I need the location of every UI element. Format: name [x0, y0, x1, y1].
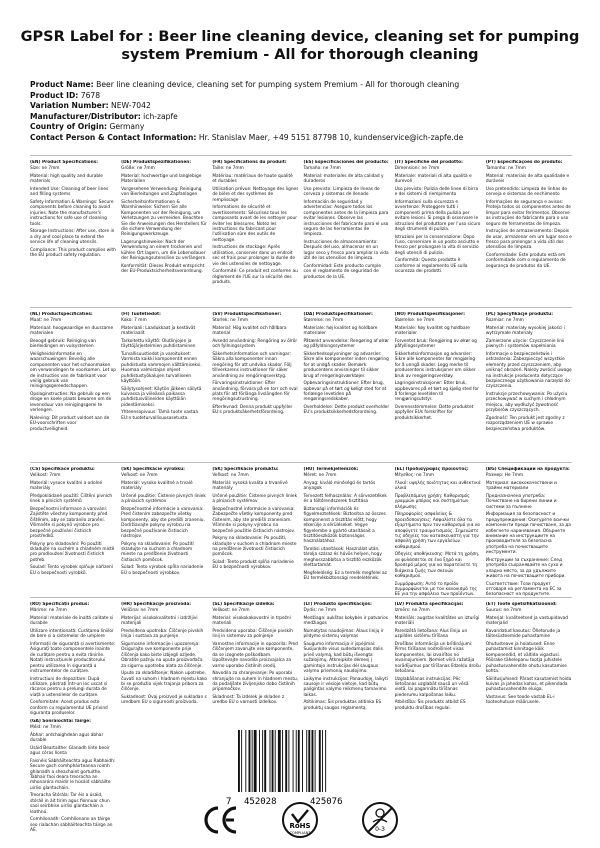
section-size: Suurus: ne 7mm	[485, 608, 522, 614]
section-paragraph: Förvaringsinstruktioner: Efter användning, förvara på en torr och sval plats för att förlänga livslängden för rengöringsutrustning.	[212, 381, 298, 403]
section-heading: (SV) Produktspecifikationer:	[212, 312, 282, 317]
section-paragraph: Lagringsinstruksjoner: Etter bruk, oppbevares på et tørt og kjølig sted for å forlenge levetiden til rengjøringsutstyr.	[394, 381, 479, 403]
section-paragraph: Uso pretendido: Limpeza de linhas de cerveja e sistemas de enchimento	[485, 187, 567, 198]
section-paragraph: Zamierzone użycie: Czyszczenie linii piwnych i systemów napełniania	[485, 339, 565, 350]
section-paragraph: Turvallisuustiedot ja varoitukset: Varmista kaikki komponentit ennen puhdistusta vammojen välttämiseksi. Huomaa valmistajan ohjeet puhdistustyökalujen turvalliseen käyttöön.	[121, 352, 202, 385]
rohs-icon	[280, 800, 320, 840]
section-paragraph: Påtænkt anvendelse: Rengøring af ølrør og påfyldningssystemer	[303, 339, 389, 350]
section-paragraph: Laikymo instrukcijos: Panaudoję, laikyti sausoje ir vėsioje vietoje, kad būtų pailgintas valymo reikmenų tarnavimo laikas.	[303, 676, 388, 698]
section-heading: (SK) Špecifikácie produktu:	[212, 467, 279, 472]
section-paragraph: Určené použitie: Čistenie pivných liniek a plniacich systémov	[212, 494, 298, 505]
section-paragraph: Uzglabāšanas instrukcijas: Pēc lietošanas uzglabāt sausā un vēsā vietā, lai pagarinātu tīrīšanas piederumu kalpošanas laiku.	[394, 676, 469, 698]
barcode-bar	[262, 730, 263, 792]
section-paragraph: Forventet bruk: Rengjøring av ølrør og påfyllingssystemer	[394, 339, 477, 350]
section-size: Tamaño: ne 7mm	[303, 166, 341, 172]
section-paragraph: Istruzioni per la conservazione: Dopo l'uso, conservare in un posto asciutto e fresco per prolungare la vita di servizio degli utensili di pulizia.	[394, 234, 480, 256]
rohs-sub-label: COMPLIANT	[289, 831, 311, 835]
language-section	[395, 160, 481, 288]
section-paragraph: Vastavus: See toode vastab EL-i tooteohutuse määrusele.	[485, 695, 555, 706]
section-paragraph: Ábhar: ardchaighdeán agus ábhar durable	[30, 732, 104, 744]
section-paragraph: Bezpečnostné informácie a varovania: Pred čistením zabezpečte všetky komponenty, aby ste predišli zraneniu. Dodržiavajte pokyny výrobcu na bezpečné používanie čistiacich nástrojov.	[121, 507, 205, 540]
language-section	[486, 467, 572, 600]
section-heading: (NL) Productspecificaties:	[30, 312, 93, 317]
section-paragraph: Instrucciones de almacenamiento: Después del uso, almacenar en un lugar seco y fresco para ampliar la vida útil de los utensilios de limpieza.	[303, 240, 389, 262]
barcode-bar	[312, 730, 314, 792]
section-size: Размер: Не 7mm	[485, 473, 524, 479]
section-paragraph: Saugumo informacija ir įspėjimai: Susijunkite visus sudedamąsias dalis prieš valymą, kad būtų išvengta sužalojimų. Atkreipkite dėmesį į gamintojo instrukcijas dėl saugaus valymo priemonių naudojimo.	[303, 642, 383, 675]
section-paragraph: Veiligheidsinformatie en waarschuwingen: Beveilig alle componenten voor het schoonmaken om verwondingen te voorkomen. Let op de instructies van de fabrikant voor veilig gebruik van reinigingsgereedschappen.	[30, 352, 116, 390]
language-section	[303, 602, 389, 719]
section-heading: (ET) Toote spetsifikatsioonid:	[485, 602, 557, 607]
section-heading: (GA) Sonraíochtaí Táirge:	[30, 718, 91, 724]
section-heading: (EL) Προδιαγραφές προϊόντος:	[394, 467, 469, 472]
section-heading: (SL) Specifikacije izdelka:	[212, 602, 275, 607]
product-meta	[30, 80, 590, 143]
language-section	[303, 160, 389, 288]
section-paragraph: Materiał: materiały wysokiej jakości i wytrzymałe materiały	[485, 326, 565, 337]
language-section	[30, 467, 116, 600]
section-heading: (NO) Produktspesifikasjoner:	[394, 312, 465, 317]
section-size: Rozmiar: ne 7mm	[485, 318, 524, 324]
section-paragraph: Instructions de stockage: Après utilisation, conserver dans un endroit sec et frais pour prolonger la durée de vie des ustensiles de nettoyage.	[212, 245, 295, 267]
section-paragraph: Instrucțiuni de depozitare: După utilizare, păstrați într-un loc uscat și răcoros pentru a prelungi durata de viață a ustensilelor de curățare.	[30, 676, 108, 698]
section-paragraph: Intended Use: Cleaning of beer lines and filling systems	[30, 187, 109, 198]
section-paragraph: Οδηγίες αποθήκευσης: Μετά τη χρήση, να φυλάσσεται σε ένα ξηρό και δροσερό μέρος για να παρατείνετε τη διάρκεια ζωής των σκευών καθαρισμού.	[394, 552, 480, 580]
section-paragraph: Sikkerhedsoplysninger og advarsler: Sikre alle komponenter inden rengøring for at undgå skader. Bemærk producentens anvisninger til sikker brug af rengøringsværktøjer.	[303, 352, 389, 379]
meta-manufacturer: Manufacturer/Distributor: ich-zapfe	[30, 111, 178, 121]
section-paragraph: Matériau: matériaux de haute qualité et durables	[212, 174, 293, 185]
section-paragraph: Material: Hög kvalitet och hållbara material	[212, 326, 287, 337]
section-paragraph: Predviđena upotreba: Čišćenje pivskih linija i sustava za punjenje	[121, 629, 204, 640]
language-section	[303, 312, 389, 434]
language-section	[486, 312, 572, 434]
section-heading: (DA) Produktspecifikationer:	[303, 312, 373, 317]
barcode-bar	[272, 730, 274, 792]
section-paragraph: Bezpečnostné informácie a varovania: Zabezpečte všetky komponenty pred čistením, aby ste predišli zraneniam. Všimnite si pokyny výrobcu na bezpečné použitie čistiacich nástrojov.	[212, 507, 296, 534]
section-heading: (PL) Specyfikacje produktu:	[485, 312, 553, 317]
section-paragraph: Instrukcje przechowywania: Po użyciu przechowywać w suchym i chłodnym miejscu, aby wydłużyć żywotność przyborów czyszczących.	[485, 392, 568, 414]
language-section	[395, 312, 481, 434]
barcode-bar	[315, 730, 316, 792]
language-section	[486, 160, 572, 288]
section-size: Mărime: ne 7mm	[30, 608, 67, 614]
barcode-bar	[252, 730, 253, 792]
language-section	[212, 312, 298, 434]
section-heading: (LV) Produkta specifikācijas:	[394, 602, 464, 607]
section-paragraph: Megfelelőség: Ez a termék megfelel az EU termékbiztonsági rendeletének.	[303, 570, 387, 582]
section-paragraph: Beoogd gebruik: Reiniging van bierleidingen en vulsystemen	[30, 339, 96, 350]
section-heading: (BG) Спецификации на продукта:	[485, 467, 570, 472]
section-size: Size: ne 7mm	[30, 166, 60, 172]
section-paragraph: Ohutusteave ja hoiatused: Enne puhastamist kinnitage kõik komponendid, et vältida vigastusi. Pöörake tähelepanu tootja juhistele puhastusvahendite ohutu kasutamise kohta.	[485, 642, 567, 675]
section-paragraph: Utilizare intenționată: Curățarea liniilor de bere și a sistemelor de umplere	[30, 629, 114, 640]
barcode-bar	[238, 730, 240, 792]
section-paragraph: Informazioni sulla sicurezza e avvertenze: Proteggere tutti i componenti prima della pulizia per evitare lesioni. Si prega di osservare le istruzioni del produttore per l'uso sicuro degli strumenti di pulizia.	[394, 200, 481, 233]
section-paragraph: Uso previsto: Limpieza de líneas de cerveza y sistemas de llenado	[303, 187, 380, 198]
section-size: Dydis: ne 7mm	[303, 608, 337, 614]
language-section	[303, 467, 389, 600]
section-paragraph: Materiāls: augstas kvalitātes un izturīgi materiāli	[394, 616, 480, 627]
section-paragraph: Informações de segurança e avisos: Proteja todos os componentes antes de limpar para evitar ferimentos. Observe as instruções do fabricante para o uso seguro de ferramentas de limpeza.	[485, 200, 571, 227]
child-warning-icon	[360, 800, 400, 840]
section-paragraph: Conformité: Ce produit est conforme au règlement de l'UE sur la sécurité des produits.	[212, 269, 298, 286]
section-paragraph: Naleving: Dit product voldoet aan de EU-voorschriften voor productveiligheid.	[30, 415, 110, 432]
section-paragraph: Faisnéis Sábháilteachta agus Rabhaidh: Secure gach comhpháirteanna roimh ghlanadh a sheachaint gortuithe. Tabhair faoi deara treoracha an mhonaróra maidir le húsáid sábháilte uirlisí glantacháin.	[30, 758, 116, 791]
barcode-bar	[282, 730, 283, 792]
barcode	[226, 730, 368, 806]
section-paragraph: Инструкции за съхранение: След употреба съхранявайте на сухо и хладно място, за да удължите живота на почистващите прибори.	[485, 557, 566, 580]
section-paragraph: Informații de siguranță și avertismente: Asigurați toate componentele înainte de curățare pentru a evita rănirile. Notați instrucțiunile producătorului pentru utilizarea în siguranță a instrumentelor de curățare.	[30, 642, 116, 675]
section-paragraph: Materijal: visokokvalitetni i izdržljivi materijali	[121, 616, 198, 627]
section-heading: (RO) Specificații produs:	[30, 602, 90, 607]
section-paragraph: Предназначена употреба: Почистване на бирени линии и системи за пълнене	[485, 494, 557, 510]
section-paragraph: Informacje o bezpieczeństwie i ostrzeżenia: Zabezpieczyć wszystkie elementy przed czyszczeniem, aby uniknąć obrażeń. Należy zwrócić uwagę na instrukcje producenta dotyczące bezpiecznego użytkowania narzędzi do czyszczenia.	[485, 352, 572, 390]
barcode-digits-left: 452028	[244, 797, 277, 806]
language-section	[30, 312, 116, 434]
section-paragraph: Tarkoitettu käyttö: Olutlinjojen ja täyttöjärjestelmien puhdistaminen	[121, 339, 196, 350]
section-size: Taille: ne 7mm	[212, 166, 244, 172]
section-paragraph: Προβλεπόμενη χρήση: Καθαρισμός γραμμών μπύρας και συστημάτων πλήρωσης	[394, 494, 470, 510]
language-section	[121, 160, 207, 288]
section-divider	[30, 597, 572, 598]
section-paragraph: Compliance: This product complies with the EU product safety regulation.	[30, 247, 116, 259]
section-paragraph: Conformità: Questo prodotto è conforme al regolamento UE sulla sicurezza dei prodotti.	[394, 258, 468, 275]
barcode-bar	[249, 730, 251, 792]
section-paragraph: Material: materiais de alta qualidade e duráveis	[485, 174, 570, 185]
section-paragraph: Materiál: vysoká kvalita a trvanlivé materiály	[212, 481, 288, 492]
section-heading: (DE) Produktspezifikationen:	[121, 160, 192, 165]
section-paragraph: Sukladnost: Ovaj proizvod je sukladan s uredbom EU o sigurnosti proizvoda.	[121, 695, 207, 706]
section-paragraph: Určené použitie: Čistenie pivných liniek a plniacich systémov	[121, 494, 206, 505]
section-paragraph: Treoracha Stórála: Tar éis a úsáid, stóráil in áit tirim agus fionnuar chun saol seirbhíse uirlisí glantacháin a leathnú.	[30, 793, 110, 815]
language-section	[30, 160, 116, 288]
language-row	[30, 467, 572, 600]
barcode-bar	[319, 730, 321, 792]
barcode-bar	[278, 730, 281, 792]
section-paragraph: Avsedd användning: Rengöring av ölrör och fyllningssystem	[212, 339, 298, 350]
meta-variation-number: Variation Number: NEW-7042	[30, 101, 151, 110]
section-size: Veľkosť: ne 7mm	[121, 473, 158, 479]
section-paragraph: Biztonsági információk és figyelmeztetések: Biztosítsa az összes komponenst a tisztítás előtt, hogy elkerülje a sérüléseket. Vegye figyelembe a gyártó utasításait a tisztítóeszközök biztonságos használatához.	[303, 507, 386, 545]
section-divider	[30, 155, 572, 156]
section-paragraph: Konformität: Dieses Produkt entspricht der EU-Produktsicherheitsverordnung.	[121, 263, 205, 275]
section-paragraph: Materiál: vysoce kvalitní a odolné materiály	[30, 481, 103, 492]
section-paragraph: Overensstemmelse: Dette produktet oppfyller EUs forskrifter for produktsikkerhet.	[394, 405, 474, 421]
barcode-bar	[302, 730, 303, 792]
language-section	[30, 602, 116, 719]
barcode-bar	[264, 730, 266, 792]
barcode-bar	[275, 730, 276, 792]
ce-mark-icon	[200, 800, 240, 840]
section-size: Maat: ne 7mm	[30, 318, 62, 324]
section-paragraph: Materiale: høj kvalitet og holdbare materialer	[303, 326, 378, 337]
language-section	[395, 467, 481, 600]
page-title: GPSR Label for : Beer line cleaning device, cleaning set for pumping system Premium - All for thorough cleaning	[20, 29, 580, 63]
section-size: Størrelse: ne 7mm	[394, 318, 435, 324]
barcode-digits-right: 425076	[310, 797, 343, 806]
section-size: Velikost: ne 7mm	[212, 608, 250, 614]
section-paragraph: Tervezett felhasználás: A sörvezetékek és a töltőrendszerek tisztítása	[303, 494, 387, 505]
section-heading: (HU) Termékjellemzők:	[303, 467, 359, 472]
barcode-bar	[245, 730, 246, 792]
language-section	[121, 467, 207, 600]
barcode-bar	[296, 730, 297, 792]
section-paragraph: Informations de sécurité et avertissements: Sécurisez tous les composants avant de les nettoyer pour éviter les blessures. Notez les instructions du fabricant pour l'utilisation sûre des outils de nettoyage.	[212, 205, 298, 243]
barcode-bar	[293, 730, 294, 792]
section-paragraph: Medžiaga: aukštos kokybės ir patvarios medžiagos	[303, 616, 389, 627]
meta-product-id: Product ID: 7678	[30, 90, 101, 100]
barcode-bar	[241, 730, 242, 792]
section-paragraph: Anyag: kiváló minőségű és tartós anyagok	[303, 481, 376, 492]
language-section	[212, 160, 298, 288]
section-paragraph: Overholdelse: Dette produkt overholder EU's produktsikkerhedsforordning.	[303, 405, 390, 416]
section-paragraph: Säkerhetsinformation och varningar: Säkra alla komponenter innan rengöring för att undvika skador. Följ tillverkarens instruktioner för säker användning av rengöringsverktyg.	[212, 352, 292, 379]
barcode-digit-lead: 7	[226, 797, 232, 806]
section-paragraph: Kavandatud kasutus: Õlletorude ja täitesüsteemide puhastamine	[485, 629, 561, 640]
section-heading: (EN) Product Specifications:	[30, 160, 98, 165]
section-paragraph: Materjal: kvaliteetsed ja vastupidavad materjalid	[485, 616, 568, 627]
section-paragraph: Numatytas naudojimas: Alaus linijų ir pildymo sistemų valymas	[303, 629, 384, 640]
section-paragraph: Πληροφορίες ασφαλείας & προειδοποιήσεις: Ασφαλίστε όλα τα εξαρτήματα πριν τον καθαρισμό για να αποφύγετε τραυματισμούς. Σημειώστε τις οδηγίες του κατασκευαστή για την ασφαλή χρήση των εργαλείων καθαρισμού.	[394, 512, 481, 550]
barcode-bar	[325, 730, 326, 792]
section-heading: (FI) Tuotetiedot:	[121, 312, 161, 317]
section-paragraph: Συμμόρφωση: Αυτό το προϊόν συμμορφώνεται με τον κανονισμό της ΕΕ για την ασφάλεια των προϊόντων.	[394, 581, 478, 598]
section-paragraph: Material: high quality and durable materials	[30, 174, 103, 185]
section-paragraph: Material: visokokakovostni in trpežni materiali	[212, 616, 291, 627]
section-heading: (FR) Spécifications du produit:	[212, 160, 287, 165]
section-paragraph: Sicherheitsinformationen & Warnhinweise: Sichern Sie alle Komponenten vor der Reinigung, um Verletzungen zu vermeiden. Beachten Sie die Anweisungen des Herstellers für die sichere Verwendung der Reinigungswerkzeuge.	[121, 200, 207, 238]
section-paragraph: Съответствие: Този продукт отговаря на регламента на ЕС за безопасност на продуктите.	[485, 581, 562, 598]
compliance-icons	[200, 800, 400, 840]
section-paragraph: Информация за безопасност и предупреждения: Осигурете всички компоненти преди почистване, за да избегнете наранявания. Обърнете внимание на инструкциите на производителя за безопасна употреба на почистващите инструменти.	[485, 512, 571, 556]
section-paragraph: Lagerungshinweise: Nach der Verwendung an einem trockenen und kühlen Ort lagern, um die Lebensdauer der Reinigungsutensilien zu verlängern.	[121, 240, 207, 262]
section-paragraph: Bezpečnostní informace a varování: Zajistěte všechny komponenty před čištěním, aby se zabránilo zranění. Všimněte si pokynů výrobce pro bezpečné používání čisticích prostředků.	[30, 507, 108, 540]
section-size: Tamanho: ne 7mm	[485, 166, 526, 172]
barcode-bar	[259, 730, 260, 792]
section-paragraph: Predvidena uporaba: Čiščenje pivskih linij in sistemov za polnjenje	[212, 629, 293, 640]
section-heading: (IT) Specifiche del prodotto:	[394, 160, 463, 165]
section-paragraph: Tárolási utasítások: Használat után, tárolja száraz és hűvös helyen, hogy meghosszabbítsa a tisztító eszközök élettartamát.	[303, 547, 382, 569]
section-paragraph: Pokyny pro skladování: Po použití skladujte na suchém a chladném místě pro prodloužení životnosti čisticích potřeb.	[30, 541, 115, 563]
section-paragraph: Skladnost: Ta izdelek je skladen z uredbo EU o varnosti izdelkov.	[212, 695, 285, 706]
barcode-bar	[306, 730, 307, 792]
section-paragraph: Säilytysohjeet: Käytön jälkeen säilytä kuivassa ja viileässä paikassa puhdistusvälineiden käyttöiän pidentämiseksi.	[121, 386, 202, 408]
section-divider	[30, 462, 572, 463]
language-row	[30, 160, 572, 288]
section-paragraph: Atbilstība: Šis produkts atbilst ES produktu drošības regulai.	[394, 700, 466, 711]
barcode-bar	[298, 730, 300, 792]
section-size: Velikost: 7mm	[30, 473, 61, 479]
age-label: 0-3	[375, 826, 385, 833]
rohs-label: RoHS	[289, 822, 311, 830]
language-section	[395, 602, 481, 719]
language-section	[121, 602, 207, 719]
barcode-bar	[322, 730, 323, 792]
section-paragraph: Conformidade: Este produto está em conformidade com o regulamento de segurança de produtos da UE.	[485, 253, 566, 269]
barcode-bar	[254, 730, 257, 792]
section-paragraph: Paredzētā lietošana: Alus līniju un uzpildes sistēmu tīrīšana	[394, 629, 468, 640]
meta-contact: Contact Person & Contact Information: Hr. Stanislav Maer, +49 5151 87798 10, kundenservice@ich-zapfe.de	[30, 132, 464, 142]
section-paragraph: Súlad: Tento výrobok spĺňa nariadenie EÚ o bezpečnosti výrobkov.	[121, 565, 204, 576]
section-heading: (LT) Produkto specifikacijos:	[303, 602, 372, 607]
section-size: Størrelse: ne 7mm	[303, 318, 344, 324]
section-size: Izmērs: ne 7mm	[394, 608, 430, 614]
section-paragraph: Pokyny na skladovanie: Po použití skladujte na suchom a chladnom mieste na predĺženie životnosti čistiacich pomôcok.	[121, 541, 194, 563]
section-size: Μέγεθος: ne 7mm	[394, 473, 434, 479]
section-paragraph: Varnostne informacije in opozorila: Pred čiščenjem zavarujte vse komponente, da se izognete poškodbam. Upoštevajte navodila proizvajalca za varno uporabo čistilnih orodij.	[212, 642, 298, 669]
meta-product-name: Product Name: Beer line cleaning device, cleaning set for pumping system Premium - All for thorough cleaning	[30, 80, 460, 89]
section-paragraph: Conformidad: Este producto cumple con el reglamento de seguridad de productos de la UE.	[303, 263, 381, 280]
section-paragraph: Drošības informācija un brīdinājumi: Pirms tīrīšanas nodrošiniet visas komponentes, lai izvairītos no ievainojumiem. Ņemiet vērā ražotāja norādījumus par tīrīšanas līdzekļu drošu lietošanu.	[394, 642, 481, 675]
language-section	[212, 602, 298, 719]
section-heading: (SK) Špecifikácie výrobku:	[121, 467, 185, 472]
barcode-bar	[285, 730, 287, 792]
section-paragraph: Navodila za shranjevanje: Po uporabi shranjujte na suhem in hladnem mestu, da podaljšate življenjsko dobo čistilnih pripomočkov.	[212, 671, 299, 693]
section-paragraph: Material: hochwertige und langlebige Materialien	[121, 174, 202, 185]
section-paragraph: Zgodność: Ten produkt jest zgodny z rozporządzeniem UE w sprawie bezpieczeństwa produktów.	[485, 415, 565, 432]
section-paragraph: Materiaali: Laadukkaat ja kestävät materiaalit	[121, 326, 196, 337]
section-paragraph: Vorgesehene Verwendung: Reinigung von Bierleitungen und Zapfanlagen	[121, 187, 202, 198]
section-paragraph: Yhteensopivuus: Tämä tuote vastaa EU:n tuoteturvallisuusasetusta.	[121, 410, 199, 421]
meta-country-of-origin: Country of Origin: Germany	[30, 122, 145, 131]
language-section	[486, 602, 572, 719]
section-divider	[30, 307, 572, 308]
section-paragraph: Upute za skladištenje: Nakon upotrebe, čuvati na suhom i hladnom mjestu kako bi se produžio vijek trajanja pribora za čišćenje.	[121, 671, 208, 693]
section-size: Storlek: ne 7mm	[212, 318, 249, 324]
section-size: Méid: ne 7mm	[30, 725, 61, 731]
section-paragraph: Soulad: Tento výrobek splňuje nařízení EU o bezpečnosti výrobků.	[30, 565, 113, 576]
section-paragraph: Instruções de armazenamento: Depois de usar, armazenar em um lugar seco e fresco para prolongar a vida útil dos utensílios de limpeza.	[485, 229, 572, 251]
section-paragraph: Comhlíonadh: Comhlíonann an táirge seo rialachán sábháilteachta táirge an AE.	[30, 817, 113, 834]
barcode-bar	[308, 730, 310, 792]
section-heading: (ES) Especificaciones del producto:	[303, 160, 389, 165]
language-section	[212, 467, 298, 600]
section-paragraph: Säilitusjuhised: Pärast kasutamist hoida kuivas ja jahedas kohas, et pikendada puhastusvahendite eluiga.	[485, 676, 572, 693]
section-paragraph: Safety Information & Warnings: Secure components before cleaning to avoid injuries. Note the manufacturer's instructions for safe use of cleaning tools.	[30, 200, 114, 227]
section-paragraph: Información de seguridad y advertencias: Asegure todos los componentes antes de la limpieza para evitar lesiones. Observe las instrucciones del fabricante para el uso seguro de las herramientas de limpieza.	[303, 200, 389, 238]
section-size: Größe: ne 7mm	[121, 166, 155, 172]
barcode-bar	[288, 730, 289, 792]
language-section	[30, 719, 116, 836]
barcode-bar	[270, 730, 271, 792]
section-paragraph: Uso previsto: Pulizia delle linee di birra e dei sistemi di riempimento	[394, 187, 479, 198]
section-paragraph: Efterlevnad: Denna produkt uppfyller EU:s produktsäkerhetsförordning.	[212, 405, 293, 416]
language-row	[30, 312, 572, 434]
section-paragraph: Atitikimas: Šis produktas atitinka ES produktų saugos reglamentą.	[303, 700, 382, 711]
section-paragraph: Storage Instructions: After use, store in a dry and cool place to extend the service life of cleaning utensils.	[30, 229, 115, 246]
section-heading: (CS) Specifikace produktu:	[30, 467, 95, 472]
section-paragraph: Materiale: materiali di alta qualità e durevoli	[394, 174, 472, 185]
section-paragraph: Utilisation prévue: Nettoyage des lignes de bière et des systèmes de remplissage	[212, 187, 299, 203]
section-paragraph: Úsáid Beartaithe: Glanadh línte beoir agus córas líonta	[30, 745, 110, 757]
section-size: Koko: 7 mm	[121, 318, 147, 324]
section-heading: (PT) Especificações do produto:	[485, 160, 563, 165]
section-paragraph: Súlad: Tento produkt spĺňa nariadenie EÚ o bezpečnosti výrobkov.	[212, 560, 294, 571]
section-size: Veličina: ne 7mm	[121, 608, 159, 614]
section-paragraph: Opbevaringsinstruktioner: Efter brug, opbevar på et tørt og køligt sted for at forlænge levetiden på rengøringsredskaber.	[303, 381, 387, 403]
language-section	[121, 312, 207, 434]
section-paragraph: Sikkerhetsinformasjon og advarsler: Sikre alle komponenter før rengjøring for å unngå skader. Legg merke til produsentens instruksjoner om sikker bruk av rengjøringsverktøy.	[394, 352, 476, 379]
section-size: Veľkosť: ne 7mm	[212, 473, 249, 479]
section-paragraph: Opslaginstructies: Na gebruik op een droge en koele plaats bewaren om de levensduur van reinigingsgerei te verlengen.	[30, 392, 112, 414]
section-paragraph: Materiaal: hoogwaardige en duurzame materialen	[30, 326, 114, 337]
section-paragraph: Pokyny na skladovanie: Po použití, skladujte v suchom a chladnom mieste na predĺženie životnosti čistiacich pomôcok.	[212, 536, 297, 558]
section-size: Dimensioni: ne 7mm	[394, 166, 440, 172]
section-paragraph: Sigurnosne informacije i upozorenja: Osigurajte sve komponente prije čišćenja kako biste izbjegli ozljede. Obratite pažnju na upute proizvođača za sigurnu upotrebu alata za čišćenje.	[121, 642, 203, 669]
section-heading: (HR) Specifikacije proizvoda:	[121, 602, 192, 607]
section-paragraph: Υλικό: υψηλής ποιότητας και ανθεκτικά υλικά	[394, 481, 481, 492]
section-size: Méret: ne 7mm	[303, 473, 337, 479]
section-paragraph: Materiál: vysoko kvalitné a trvalé materiály	[121, 481, 193, 492]
section-paragraph: Материал: висококачествени и трайни материали	[485, 481, 557, 492]
section-paragraph: Conformitate: Acest produs este conform cu regulamentul UE privind siguranța produselor.	[30, 700, 108, 717]
section-paragraph: Material: materiale de înaltă calitate și durabile	[30, 616, 114, 627]
section-paragraph: Materiale: høy kvalitet og holdbare materialer	[394, 326, 470, 337]
section-paragraph: Material: materiales de alta calidad y duraderos	[303, 174, 384, 185]
section-paragraph: Předpokládané použití: Čištění pivních linek a plnicích systémů	[30, 494, 113, 505]
